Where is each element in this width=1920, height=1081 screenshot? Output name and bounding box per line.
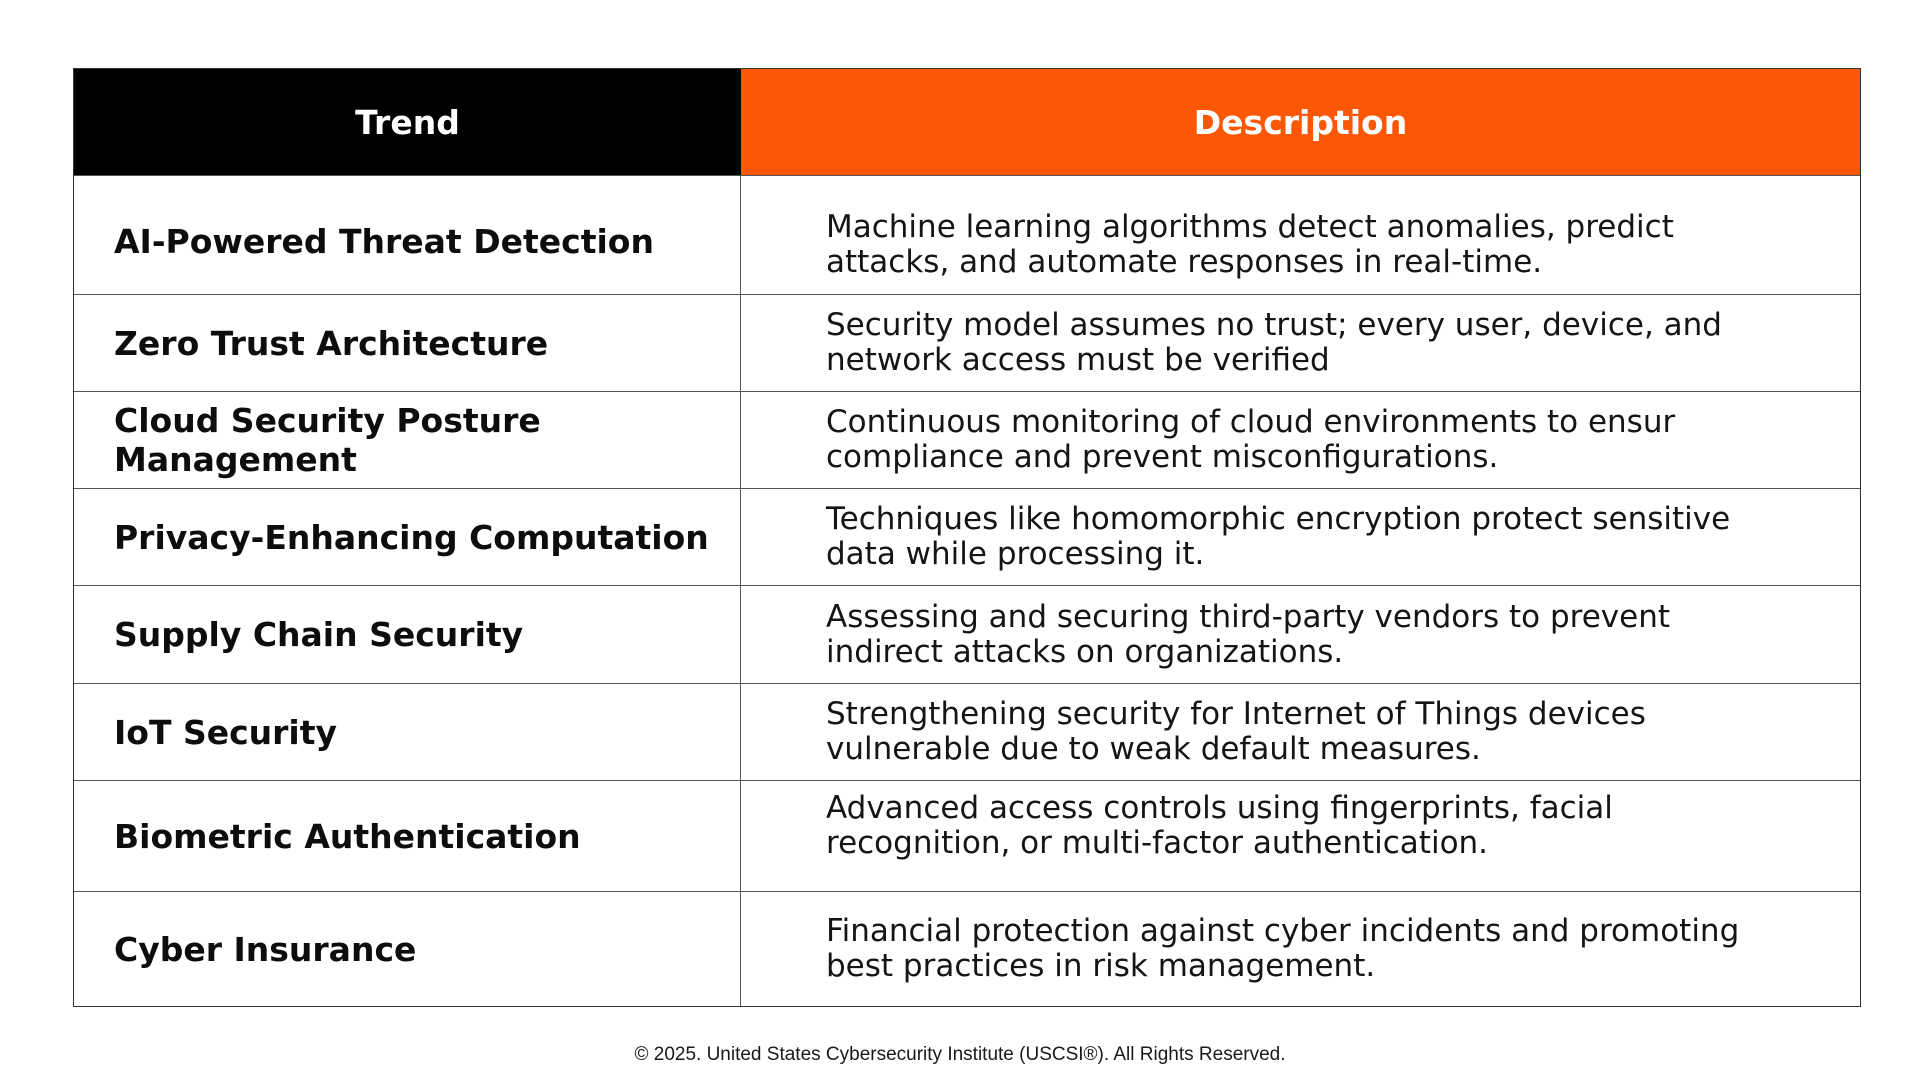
- trend-cell: AI-Powered Threat Detection: [74, 176, 741, 294]
- description-cell: Security model assumes no trust; every user, device, and network access must be verified: [826, 307, 1722, 378]
- description-column-header: Description: [741, 69, 1860, 175]
- table-row: [74, 175, 1860, 294]
- trend-cell: Cyber Insurance: [74, 892, 741, 1006]
- trend-cell: Biometric Authentication: [74, 781, 741, 891]
- description-cell: Financial protection against cyber incidents and promoting best practices in risk management.: [826, 913, 1740, 984]
- trend-cell: Privacy-Enhancing Computation: [74, 489, 741, 585]
- table-row: [74, 294, 1860, 391]
- table-row: [74, 780, 1860, 891]
- table-row: [74, 683, 1860, 780]
- description-cell: Techniques like homomorphic encryption protect sensitive data while processing it.: [826, 501, 1731, 572]
- trend-cell: Supply Chain Security: [74, 586, 741, 683]
- description-cell: Strengthening security for Internet of Things devices vulnerable due to weak default measures.: [826, 696, 1646, 767]
- table-row: [74, 585, 1860, 683]
- trend-cell: IoT Security: [74, 684, 741, 780]
- trends-table: [73, 68, 1861, 1007]
- description-cell: Assessing and securing third-party vendors to prevent indirect attacks on organizations.: [826, 598, 1671, 670]
- description-cell: Advanced access controls using fingerprints, facial recognition, or multi-factor authentication.: [826, 790, 1613, 861]
- trend-column-header: Trend: [74, 69, 741, 175]
- trend-cell: Zero Trust Architecture: [74, 295, 741, 391]
- description-cell: Machine learning algorithms detect anomalies, predict attacks, and automate responses in real-time.: [826, 209, 1674, 280]
- copyright-footer: © 2025. United States Cybersecurity Institute (USCSI®). All Rights Reserved.: [634, 1044, 1286, 1065]
- table-row: [74, 488, 1860, 585]
- table-row: [74, 391, 1860, 488]
- table-header-row: [74, 69, 1860, 175]
- description-cell: Continuous monitoring of cloud environments to ensur compliance and prevent misconfigurations.: [826, 404, 1676, 475]
- table-row: [74, 891, 1860, 1006]
- table-body: [74, 175, 1860, 1006]
- trend-cell: Cloud Security Posture Management: [74, 392, 741, 488]
